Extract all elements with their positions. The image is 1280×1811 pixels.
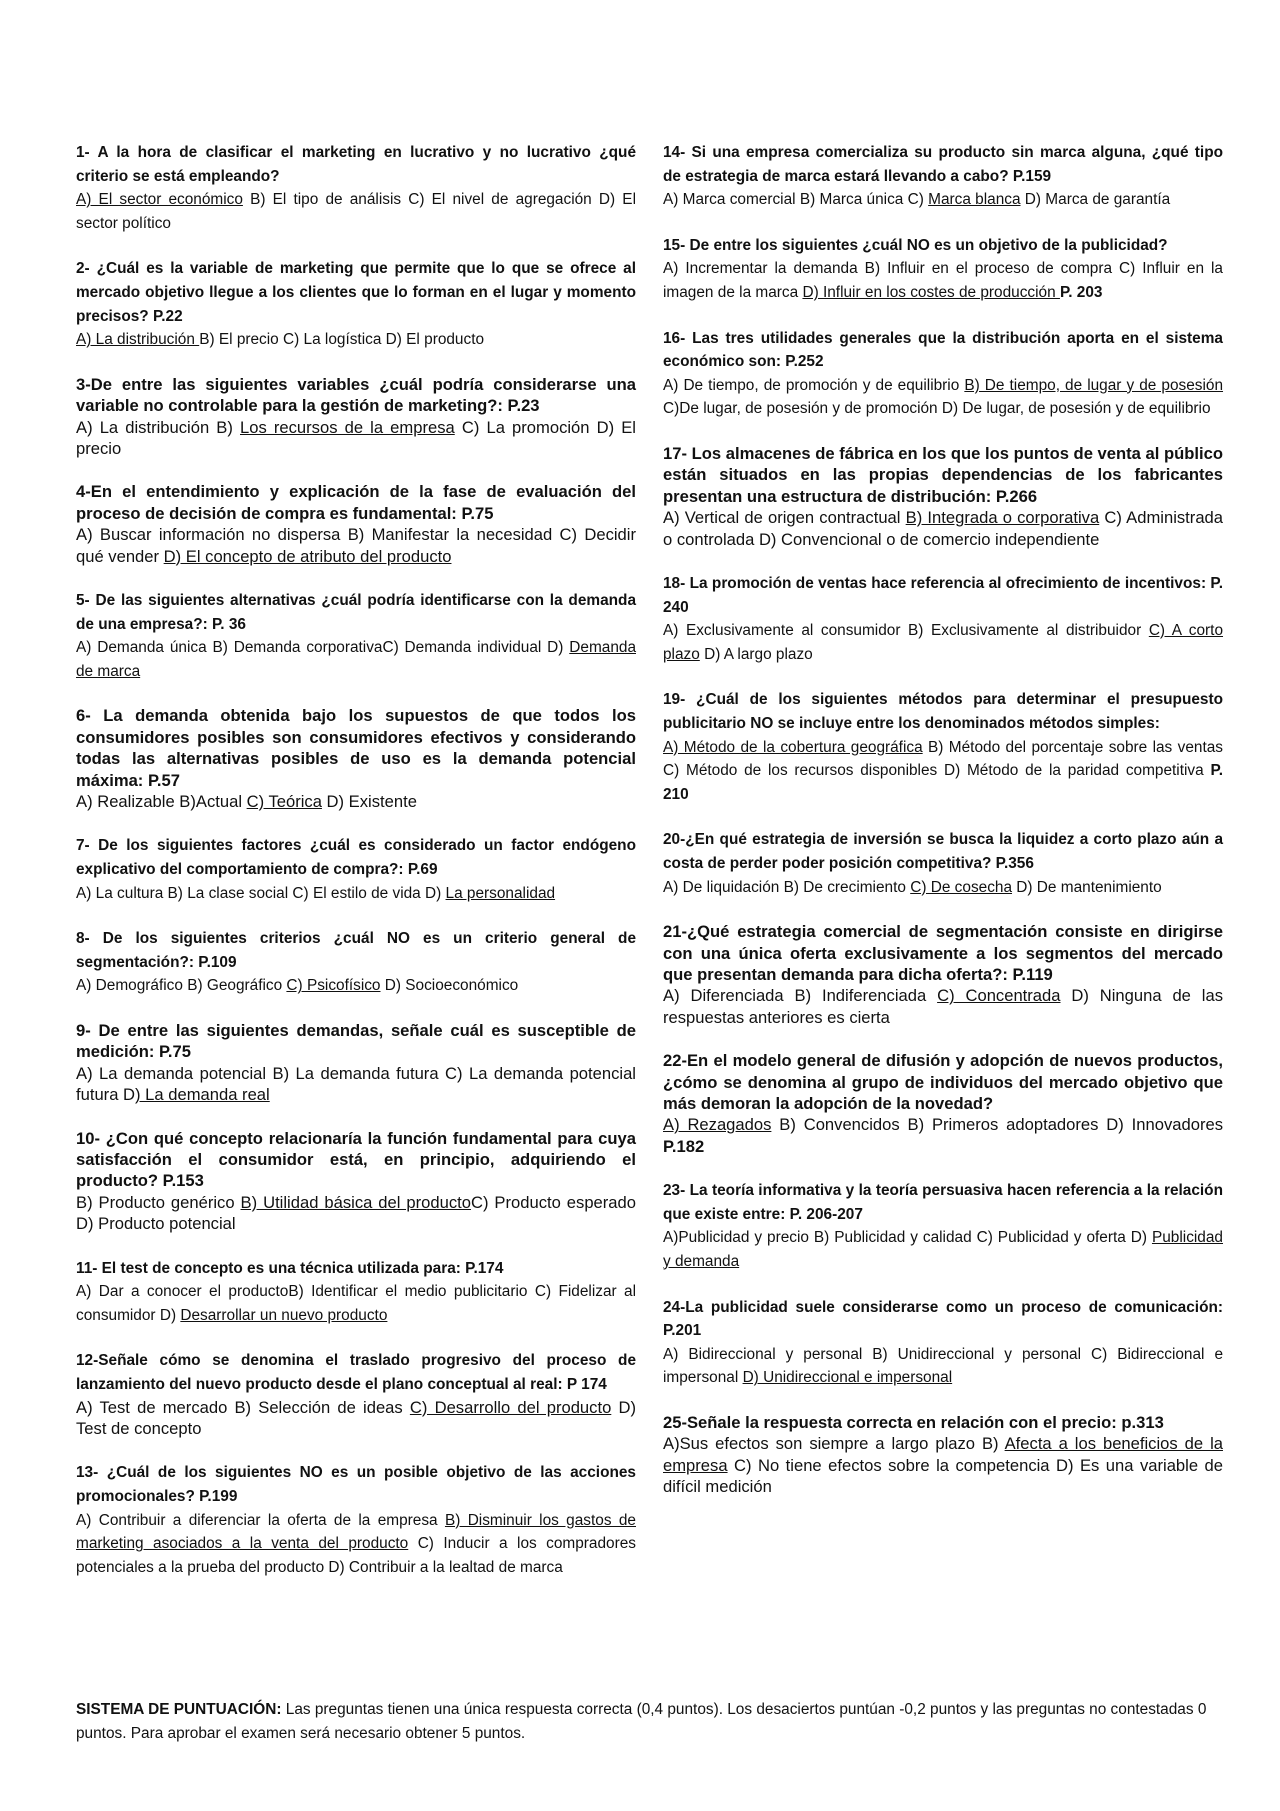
question-text: 24-La publicidad suele considerarse como un proceso de comunicación: P.201 bbox=[663, 1298, 1223, 1340]
question-text: 11- El test de concepto es una técnica utilizada para: P.174 bbox=[76, 1259, 504, 1277]
question-q12 bbox=[76, 1349, 636, 1439]
answer-text: B) El tipo de análisis C) El nivel de agregación D) El sector político bbox=[76, 191, 636, 232]
answer-text: C) Producto esperado D) Producto potencial bbox=[76, 1192, 636, 1234]
correct-answer: C) Concentrada bbox=[937, 986, 1061, 1006]
question-q14 bbox=[663, 141, 1223, 212]
answer-options bbox=[663, 257, 1223, 304]
question-text: 2- ¿Cuál es la variable de marketing que permite que lo que se ofrece al mercado objetivo llegue a los clientes que lo forman en el lugar y momento precisos? P.22 bbox=[76, 260, 636, 325]
page-reference: P. 210 bbox=[663, 762, 1223, 803]
correct-answer: C) Teórica bbox=[246, 792, 322, 811]
correct-answer: A) El sector económico bbox=[76, 191, 243, 209]
question-q19 bbox=[663, 688, 1223, 806]
answer-text: D) Test de concepto bbox=[76, 1397, 636, 1438]
question-q22 bbox=[663, 1050, 1223, 1157]
right-column bbox=[663, 141, 1223, 1498]
question-q13 bbox=[76, 1461, 636, 1579]
answer-text: A) Test de mercado B) Selección de ideas bbox=[76, 1397, 410, 1417]
answer-text: A) De liquidación B) De crecimiento bbox=[663, 878, 911, 896]
answer-text: A)Sus efectos son siempre a largo plazo B) bbox=[663, 1434, 1005, 1454]
correct-answer: C) Psicofísico bbox=[286, 977, 381, 995]
answer-text: B) El precio C) La logística D) El producto bbox=[199, 331, 485, 349]
answer-options bbox=[76, 1509, 636, 1580]
question-q9 bbox=[76, 1020, 636, 1106]
page-reference: P. 203 bbox=[1059, 283, 1103, 301]
answer-text: D) Existente bbox=[321, 792, 417, 811]
question-q5 bbox=[76, 589, 636, 683]
question-q17 bbox=[663, 443, 1223, 550]
answer-text: A) Buscar información no dispersa B) Manifestar la necesidad C) Decidir qué vender bbox=[76, 525, 636, 566]
question-text: 16- Las tres utilidades generales que la distribución aporta en el sistema económico son: P.252 bbox=[663, 329, 1223, 371]
answer-options bbox=[76, 1063, 636, 1106]
answer-text: A) Dar a conocer el productoB) Identificar el medio publicitario C) Fidelizar al consumidor D) bbox=[76, 1283, 636, 1324]
answer-options bbox=[663, 374, 1223, 421]
question-q11 bbox=[76, 1257, 636, 1328]
correct-answer: B) Utilidad básica del producto bbox=[240, 1192, 471, 1212]
question-q1 bbox=[76, 141, 636, 235]
question-text: 12-Señale cómo se denomina el traslado progresivo del proceso de lanzamiento del nuevo producto desde el plano conceptual al real: P 174 bbox=[76, 1352, 636, 1393]
answer-options bbox=[76, 791, 636, 812]
answer-text: D) A largo plazo bbox=[699, 645, 813, 663]
answer-options bbox=[663, 736, 1223, 807]
question-text: 10- ¿Con qué concepto relacionaría la función fundamental para cuya satisfacción el consumidor está, en principio, adquiriendo el producto? P.153 bbox=[76, 1128, 636, 1191]
answer-options bbox=[663, 507, 1223, 550]
correct-answer: Marca blanca bbox=[928, 191, 1021, 209]
scoring-system-note bbox=[76, 1698, 1212, 1745]
answer-options bbox=[663, 985, 1223, 1028]
answer-text: A) Demográfico B) Geográfico bbox=[76, 977, 287, 995]
answer-options bbox=[663, 1433, 1223, 1497]
answer-options bbox=[76, 1280, 636, 1327]
answer-options bbox=[663, 1114, 1223, 1157]
question-q23 bbox=[663, 1179, 1223, 1273]
question-text: 18- La promoción de ventas hace referencia al ofrecimiento de incentivos: P. 240 bbox=[663, 574, 1223, 616]
correct-answer: La personalidad bbox=[445, 884, 556, 902]
answer-options bbox=[663, 1343, 1223, 1390]
question-q4 bbox=[76, 481, 636, 567]
answer-text: A) Exclusivamente al consumidor B) Exclusivamente al distribuidor bbox=[663, 622, 1149, 640]
answer-options bbox=[76, 417, 636, 460]
answer-options bbox=[663, 1226, 1223, 1273]
answer-options bbox=[76, 1397, 636, 1440]
answer-options bbox=[76, 524, 636, 567]
question-text: 19- ¿Cuál de los siguientes métodos para determinar el presupuesto publicitario NO se incluye entre los denominados métodos simples: bbox=[663, 691, 1223, 732]
answer-text: D) Socioeconómico bbox=[380, 977, 519, 995]
answer-options bbox=[76, 636, 636, 683]
question-q7 bbox=[76, 834, 636, 905]
answer-options bbox=[663, 619, 1223, 666]
correct-answer: D) El concepto de atributo del producto bbox=[163, 546, 452, 566]
answer-text: A) Diferenciada B) Indiferenciada bbox=[663, 986, 938, 1006]
question-text: 13- ¿Cuál de los siguientes NO es un posible objetivo de las acciones promocionales? P.199 bbox=[76, 1464, 636, 1505]
question-q18 bbox=[663, 572, 1223, 666]
question-text: 6- La demanda obtenida bajo los supuestos de que todos los consumidores posibles son consumidores efectivos y considerando todas las alternativas posibles de uso es la demanda potencial máxima: P.57 bbox=[76, 706, 636, 790]
correct-answer: Publicidad y demanda bbox=[663, 1229, 1223, 1270]
correct-answer: Demanda de marca bbox=[76, 639, 636, 680]
correct-answer: C) A corto plazo bbox=[663, 622, 1224, 663]
answer-text: A) La distribución B) bbox=[76, 417, 240, 437]
answer-text: B) Método del porcentaje sobre las ventas C) Método de los recursos disponibles D) Método de la paridad competitiva bbox=[663, 738, 1223, 780]
correct-answer: Afecta a los beneficios de la empresa bbox=[663, 1434, 1223, 1475]
scoring-label: SISTEMA DE PUNTUACIÓN: bbox=[76, 1701, 282, 1718]
answer-text: B) Producto genérico bbox=[76, 1192, 241, 1212]
answer-text: C)De lugar, de posesión y de promoción D) De lugar, de posesión y de equilibrio bbox=[663, 400, 1211, 418]
correct-answer: B) Disminuir los gastos de marketing asociados a la venta del producto bbox=[76, 1511, 636, 1553]
answer-text: D) Marca de garantía bbox=[1020, 191, 1171, 209]
answer-text: A) Incrementar la demanda B) Influir en el proceso de compra C) Influir en la imagen de la marca bbox=[663, 260, 1223, 301]
question-q8 bbox=[76, 927, 636, 998]
question-text: 14- Si una empresa comercializa su producto sin marca alguna, ¿qué tipo de estrategia de marca estará llevando a cabo? P.159 bbox=[663, 144, 1223, 185]
correct-answer: C) Desarrollo del producto bbox=[409, 1397, 612, 1417]
question-q16 bbox=[663, 327, 1223, 421]
question-text: 25-Señale la respuesta correcta en relación con el precio: p.313 bbox=[663, 1412, 1164, 1432]
left-column bbox=[76, 141, 636, 1579]
question-text: 20-¿En qué estrategia de inversión se busca la liquidez a corto plazo aún a costa de perder poder posición competitiva? P.356 bbox=[663, 831, 1223, 872]
answer-text: C) La promoción D) El precio bbox=[76, 417, 636, 458]
correct-answer: ) La demanda real bbox=[135, 1085, 270, 1105]
question-q3 bbox=[76, 374, 636, 460]
correct-answer: D) Unidireccional e impersonal bbox=[742, 1369, 953, 1387]
correct-answer: B) Integrada o corporativa bbox=[905, 508, 1100, 528]
question-text: 15- De entre los siguientes ¿cuál NO es un objetivo de la publicidad? bbox=[663, 236, 1168, 254]
question-text: 8- De los siguientes criterios ¿cuál NO es un criterio general de segmentación?: P.109 bbox=[76, 930, 636, 971]
question-text: 9- De entre las siguientes demandas, señale cuál es susceptible de medición: P.75 bbox=[76, 1020, 636, 1062]
correct-answer: A) La distribución bbox=[76, 331, 200, 349]
question-text: 4-En el entendimiento y explicación de la fase de evaluación del proceso de decisión de compra es fundamental: P.75 bbox=[76, 482, 636, 523]
answer-text: C) No tiene efectos sobre la competencia D) Es una variable de difícil medición bbox=[663, 1455, 1223, 1497]
answer-text: A) Bidireccional y personal B) Unidireccional y personal C) Bidireccional e impersonal bbox=[663, 1345, 1223, 1387]
answer-options bbox=[76, 974, 636, 998]
question-q10 bbox=[76, 1128, 636, 1235]
question-text: 23- La teoría informativa y la teoría persuasiva hacen referencia a la relación que existe entre: P. 206-207 bbox=[663, 1182, 1223, 1223]
question-text: 1- A la hora de clasificar el marketing en lucrativo y no lucrativo ¿qué criterio se está empleando? bbox=[76, 144, 636, 185]
answer-text: A) Contribuir a diferenciar la oferta de la empresa bbox=[76, 1511, 445, 1529]
answer-text: A) Demanda única B) Demanda corporativaC) Demanda individual D) bbox=[76, 639, 570, 657]
answer-options bbox=[76, 188, 636, 235]
question-text: 5- De las siguientes alternativas ¿cuál podría identificarse con la demanda de una empresa?: P. 36 bbox=[76, 592, 636, 633]
correct-answer: Desarrollar un nuevo producto bbox=[180, 1306, 388, 1324]
question-text: 22-En el modelo general de difusión y adopción de nuevos productos, ¿cómo se denomina al grupo de individuos del mercado objetivo que más demoran la adopción de la novedad? bbox=[663, 1051, 1223, 1113]
answer-text: A) La demanda potencial B) La demanda futura C) La demanda potencial futura D bbox=[76, 1063, 636, 1105]
question-q20 bbox=[663, 828, 1223, 899]
answer-text: C) Inducir a los compradores potenciales a la prueba del producto D) Contribuir a la lealtad de marca bbox=[76, 1535, 636, 1576]
correct-answer: Los recursos de la empresa bbox=[240, 417, 455, 437]
answer-text: C) Administrada o controlada D) Convencional o de comercio independiente bbox=[663, 508, 1224, 549]
answer-text: B) Convencidos B) Primeros adoptadores D) Innovadores bbox=[771, 1115, 1223, 1135]
answer-text: A) De tiempo, de promoción y de equilibrio bbox=[663, 376, 965, 394]
answer-text: A)Publicidad y precio B) Publicidad y calidad C) Publicidad y oferta D) bbox=[663, 1229, 1152, 1247]
answer-options bbox=[76, 328, 636, 352]
answer-text: D) De mantenimiento bbox=[1012, 878, 1162, 896]
question-q6 bbox=[76, 705, 636, 812]
answer-text: A) Vertical de origen contractual bbox=[663, 508, 906, 528]
answer-text: D) Ninguna de las respuestas anteriores es cierta bbox=[663, 986, 1223, 1027]
question-q2 bbox=[76, 257, 636, 351]
correct-answer: A) Método de la cobertura geográfica bbox=[663, 738, 923, 756]
correct-answer: B) De tiempo, de lugar y de posesión bbox=[964, 376, 1224, 394]
scoring-text: Las preguntas tienen una única respuesta correcta (0,4 puntos). Los desaciertos puntúan -0,2 puntos y las preguntas no contestadas 0 puntos. Para aprobar el examen será necesario obtener 5 puntos. bbox=[76, 1701, 1207, 1742]
answer-options bbox=[76, 1192, 636, 1235]
page-reference: P.182 bbox=[663, 1136, 705, 1156]
question-q15 bbox=[663, 234, 1223, 305]
answer-options bbox=[76, 882, 636, 906]
question-text: 21-¿Qué estrategia comercial de segmentación consiste en dirigirse con una única oferta exclusivamente a los segmentos del mercado que presentan demanda para dicha oferta?: P.119 bbox=[663, 922, 1223, 984]
correct-answer: C) De cosecha bbox=[910, 878, 1013, 896]
question-text: 7- De los siguientes factores ¿cuál es considerado un factor endógeno explicativo del comportamiento de compra?: P.69 bbox=[76, 837, 636, 878]
correct-answer: A) Rezagados bbox=[663, 1115, 772, 1135]
answer-text: A) La cultura B) La clase social C) El estilo de vida D) bbox=[76, 884, 446, 902]
question-q21 bbox=[663, 921, 1223, 1028]
question-text: 3-De entre las siguientes variables ¿cuál podría considerarse una variable no controlable para la gestión de marketing?: P.23 bbox=[76, 374, 636, 416]
question-q24 bbox=[663, 1296, 1223, 1390]
question-text: 17- Los almacenes de fábrica en los que los puntos de venta al público están situados en las propias dependencias de los fabricantes presentan una estructura de distribución: P.266 bbox=[663, 443, 1223, 506]
answer-options bbox=[663, 188, 1223, 212]
answer-text: A) Realizable B)Actual bbox=[76, 792, 247, 811]
answer-options bbox=[663, 876, 1223, 900]
correct-answer: D) Influir en los costes de producción bbox=[802, 283, 1060, 301]
question-q25 bbox=[663, 1412, 1223, 1498]
answer-text: A) Marca comercial B) Marca única C) bbox=[663, 191, 929, 209]
